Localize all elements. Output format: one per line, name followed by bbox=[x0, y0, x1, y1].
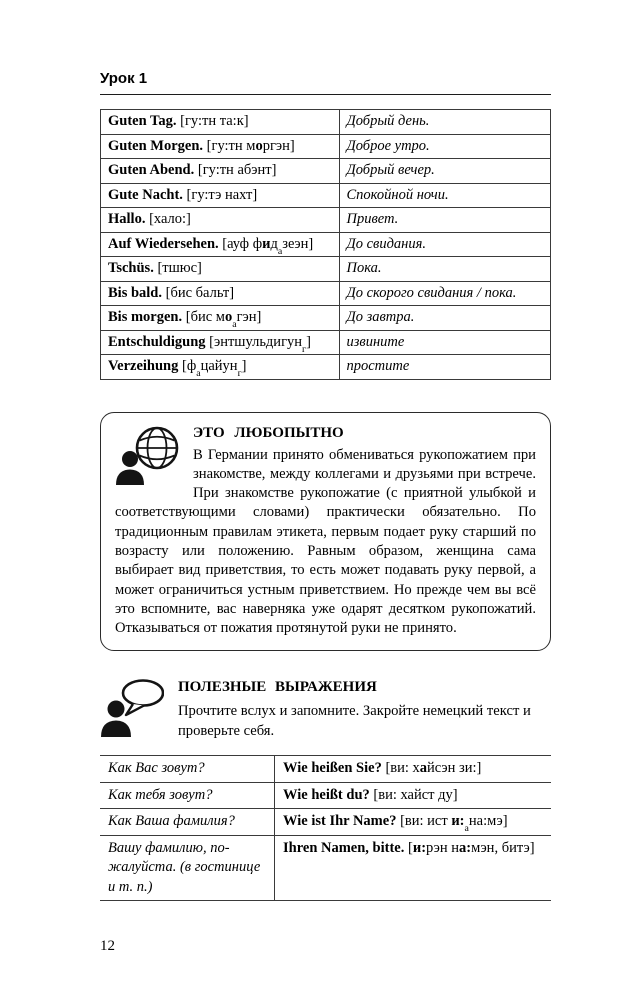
phonetic-transcription: [бис бальт] bbox=[165, 284, 235, 301]
german-answer bbox=[275, 756, 552, 783]
person-globe-icon bbox=[115, 425, 181, 485]
german-phrase: Guten Tag. bbox=[108, 113, 177, 130]
german-answer bbox=[275, 835, 552, 901]
vocab-table bbox=[100, 109, 551, 380]
phrases-table bbox=[100, 755, 551, 901]
phonetic-transcription: [гу:тн абэнт] bbox=[197, 162, 277, 179]
phonetic-transcription: [хало:] bbox=[149, 211, 191, 228]
german-phrase: Guten Abend. bbox=[108, 162, 195, 179]
phonetic-transcription: [тшюс] bbox=[157, 260, 202, 277]
phonetic-transcription: [гу:тн моргэн] bbox=[206, 137, 295, 154]
russian-translation: До свидания. bbox=[339, 232, 551, 257]
german-answer bbox=[275, 782, 552, 809]
vocab-row bbox=[101, 134, 551, 159]
phrase-row bbox=[100, 835, 551, 901]
russian-translation: Доброе утро. bbox=[339, 134, 551, 159]
phonetic-transcription: [энтшульдигун$_г$] bbox=[209, 333, 311, 355]
german-phrase: Auf Wiedersehen. bbox=[108, 235, 219, 252]
phonetic-transcription: [и:рэн на:мэн, битэ] bbox=[408, 839, 535, 856]
phrase-row bbox=[100, 782, 551, 809]
phonetic-transcription: [ви: хайст ду] bbox=[373, 786, 458, 803]
german-phrase: Verzeihung bbox=[108, 358, 179, 375]
phrase-row bbox=[100, 809, 551, 836]
expressions-heading: ПОЛЕЗНЫЕ ВЫРАЖЕНИЯ bbox=[178, 679, 377, 696]
page-number: 12 bbox=[100, 938, 115, 954]
russian-translation: извините bbox=[339, 330, 551, 355]
vocab-row bbox=[101, 159, 551, 184]
german-phrase: Gute Nacht. bbox=[108, 186, 183, 203]
vocab-row bbox=[101, 110, 551, 135]
phonetic-transcription: [бис $мо_агэн$] bbox=[185, 309, 262, 331]
phonetic-transcription: [ви: ист $и:_ана:мэ$] bbox=[400, 813, 508, 835]
russian-translation: Спокойной ночи. bbox=[339, 183, 551, 208]
russian-translation: Добрый день. bbox=[339, 110, 551, 135]
vocab-row bbox=[101, 183, 551, 208]
vocab-row bbox=[101, 306, 551, 331]
info-box bbox=[100, 412, 551, 652]
russian-translation: До скорого свидания / пока. bbox=[339, 281, 551, 306]
german-phrase: Guten Morgen. bbox=[108, 137, 204, 154]
german-phrase: Wie ist Ihr Name? bbox=[283, 813, 397, 830]
page-content bbox=[100, 70, 551, 901]
russian-question: Как Ваша фамилия? bbox=[100, 809, 275, 836]
russian-translation: Привет. bbox=[339, 208, 551, 233]
phonetic-transcription: $[ф_ацайун_г]$ bbox=[181, 358, 247, 380]
phrase-row bbox=[100, 756, 551, 783]
vocab-row bbox=[101, 232, 551, 257]
german-phrase: Wie heißt du? bbox=[283, 786, 370, 803]
vocab-row bbox=[101, 257, 551, 282]
vocab-row bbox=[101, 208, 551, 233]
info-box-heading: ЭТО ЛЮБОПЫТНО bbox=[193, 424, 344, 441]
lesson-title: Урок 1 bbox=[100, 70, 148, 87]
german-phrase: Ihren Namen, bitte. bbox=[283, 839, 405, 856]
german-phrase: Bis bald. bbox=[108, 284, 162, 301]
german-phrase: Bis morgen. bbox=[108, 309, 183, 326]
phonetic-transcription: [гу:тн та:к] bbox=[180, 113, 249, 130]
person-speech-icon bbox=[100, 679, 164, 737]
expressions-section bbox=[100, 679, 551, 901]
phonetic-transcription: [гу:тэ нахт] bbox=[186, 186, 258, 203]
expressions-intro: Прочтите вслух и запомните. Закройте немецкий текст и проверьте себя. bbox=[178, 703, 531, 739]
german-answer bbox=[275, 809, 552, 836]
german-phrase: Wie heißen Sie? bbox=[283, 760, 382, 777]
title-rule bbox=[100, 94, 551, 95]
info-box-text: В Германии принято обмениваться рукопожатием при знакомстве, между коллегами и друзьями при встрече. При знакомстве рукопожатие (с приятной улыбкой и соответствующими словами) практически обязательно. По традиционным правилам этикета, первым подает руку старший по возрасту или положению. Равным образом, женщина сама выбирает вид приветствия, то есть может подавать руку первой, а может ограничиться устным приветствием. Но прежде чем вы всё это вспомните, вас наверняка уже одарят десятком рукопожатий. Отказываться от пожатия протянутой руки не принято. bbox=[115, 446, 536, 637]
vocab-row bbox=[101, 330, 551, 355]
german-phrase: Tschüs. bbox=[108, 260, 154, 277]
phonetic-transcription: [ауф фид$_а$зеэн] bbox=[222, 235, 314, 257]
russian-translation: Добрый вечер. bbox=[339, 159, 551, 184]
russian-translation: простите bbox=[339, 355, 551, 380]
vocab-row bbox=[101, 355, 551, 380]
vocab-row bbox=[101, 281, 551, 306]
russian-question: Как Вас зовут? bbox=[100, 756, 275, 783]
german-phrase: Hallo. bbox=[108, 211, 146, 228]
phonetic-transcription: [ви: хайсэн зи:] bbox=[385, 760, 482, 777]
russian-question: Как тебя зовут? bbox=[100, 782, 275, 809]
german-phrase: Entschuldigung bbox=[108, 333, 206, 350]
russian-translation: До завтра. bbox=[339, 306, 551, 331]
russian-question: Вашу фамилию, пожалуйста. (в гостинице и т. п.) bbox=[100, 835, 275, 901]
russian-translation: Пока. bbox=[339, 257, 551, 282]
